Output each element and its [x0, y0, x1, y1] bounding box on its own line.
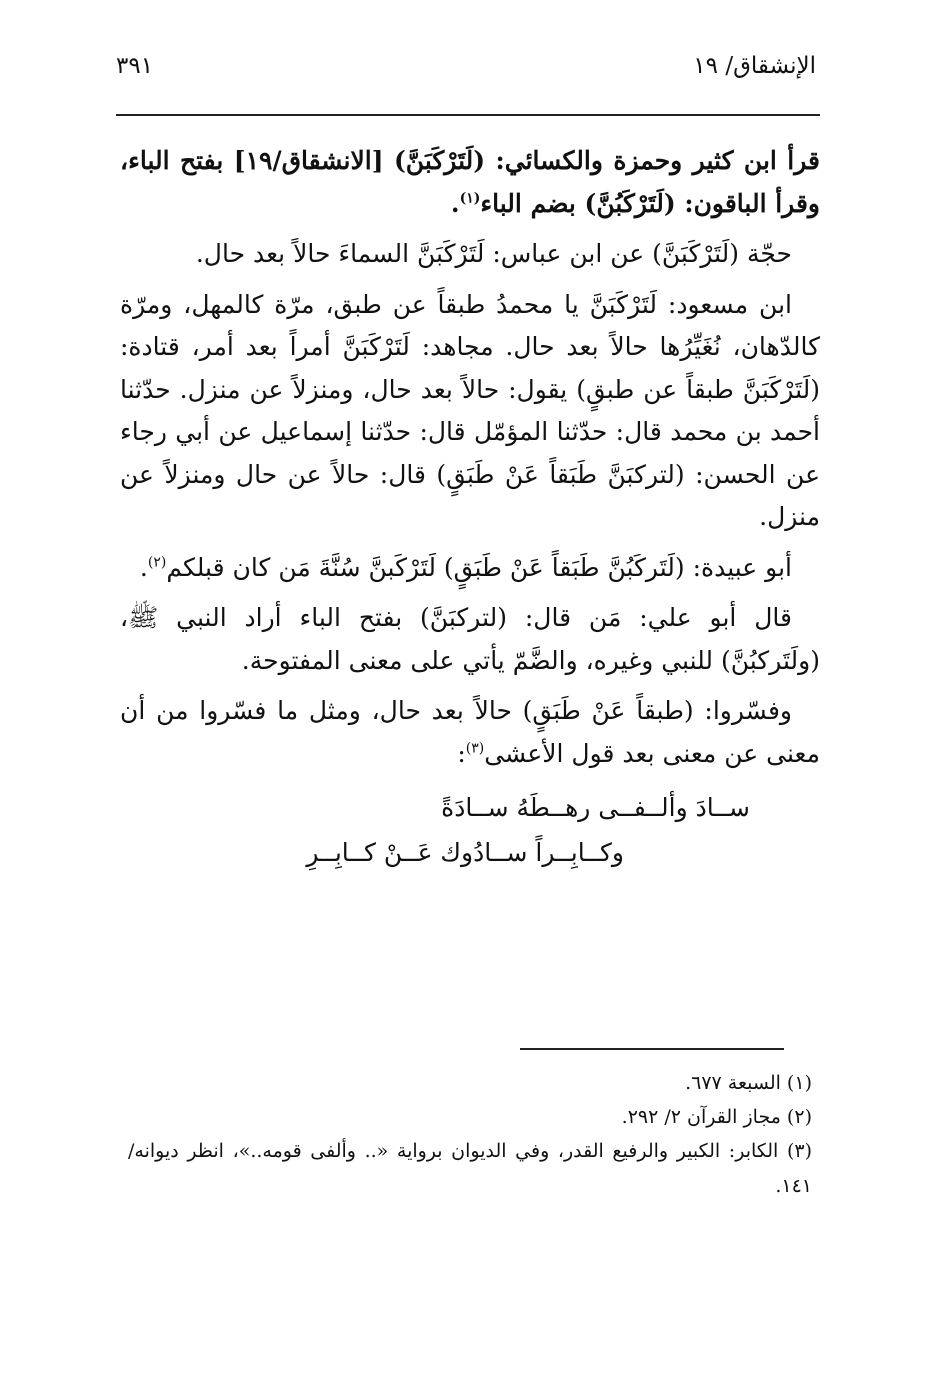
running-title: الإنشقاق/ ١٩	[693, 53, 816, 79]
paragraph-text: قال أبو علي: مَن قال: (لتركبَنَّ) بفتح الباء أراد النبي ﷺ، (ولَتَركبُنَّ) للنبي وغيره، والضَّمّ يأتي على معنى المفتوحة.	[120, 603, 820, 675]
footnote-marker: (٢)	[147, 554, 167, 571]
paragraph-interpretation	[120, 690, 820, 775]
paragraph-text: وفسّروا: (طبقاً عَنْ طَبَقٍ) حالاً بعد حال، ومثل ما فسّروا من أن معنى عن معنى بعد قول الأعشى	[120, 696, 820, 768]
paragraph-argument	[120, 233, 820, 276]
paragraph-text: أبو عبيدة: (لَتَركَبُنَّ طَبَقاً عَنْ طَبَقٍ) لَتَرْكَبنَّ سُنَّةَ مَن كان قبلكم	[166, 552, 792, 582]
footnotes-section	[128, 1066, 812, 1203]
footnote-1: (١) السبعة ٦٧٧.	[685, 1072, 812, 1094]
paragraph-abu-ali	[120, 597, 820, 682]
footnote-2: (٢) مجاز القرآن ٢/ ٢٩٢.	[621, 1106, 812, 1129]
paragraph-abu-ubayda	[120, 547, 820, 590]
paragraph-readings	[120, 140, 820, 225]
paragraph-text: قرأ ابن كثير وحمزة والكسائي: (لَتَرْكَبَنَّ) [الانشقاق/١٩] بفتح الباء، وقرأ الباقون: (لَتَرْكَبُنَّ) بضم الباء	[120, 146, 820, 218]
footnote-separator	[520, 1048, 784, 1050]
paragraph-end: :	[457, 738, 466, 768]
poem-line: ســادَ وألــفــى رهــطَهُ ســادَةً	[441, 793, 750, 822]
footnote-3: (٣) الكابر: الكبير والرفيع القدر، وفي الديوان برواية «.. وألفى قومه..»، انظر ديوانه/ ١٤١.	[128, 1140, 812, 1197]
footnote-marker: (٣)	[465, 740, 485, 757]
main-body	[120, 140, 820, 882]
paragraph-text: ابن مسعود: لَتَرْكَبَنَّ يا محمدُ طبقاً عن طبق، مرّة كالمهل، ومرّة كالدّهان، نُغَيِّرُها حالاً بعد حال. مجاهد: لَتَرْكَبَنَّ أمراً بعد أمر، قتادة: (لَتَرْكَبَنَّ طبقاً عن طبقٍ) يقول: حالاً بعد حال، ومنزلاً عن منزل. حدّثنا أحمد بن محمد قال: حدّثنا المؤمّل قال: حدّثنا إسماعيل عن أبي رجاء عن الحسن: (لتركبَنَّ طَبَقاً عَنْ طَبَقٍ) قال: حالاً عن حال ومنزلاً عن منزل.	[120, 289, 820, 531]
page-number: ٣٩١	[116, 53, 154, 79]
poem-line: وكــابِــراً ســادُوك عَــنْ كــابِــرِ	[306, 837, 624, 867]
paragraph-ibn-masud	[120, 284, 820, 539]
paragraph-end: .	[450, 188, 460, 218]
poem-verse	[120, 787, 820, 874]
footnote-marker: (١)	[459, 190, 481, 207]
header-rule	[116, 114, 820, 116]
paragraph-text: حجّة (لَتَرْكَبَنَّ) عن ابن عباس: لَتَرْكَبَنَّ السماءَ حالاً بعد حال.	[195, 239, 792, 268]
paragraph-end: .	[139, 552, 148, 582]
